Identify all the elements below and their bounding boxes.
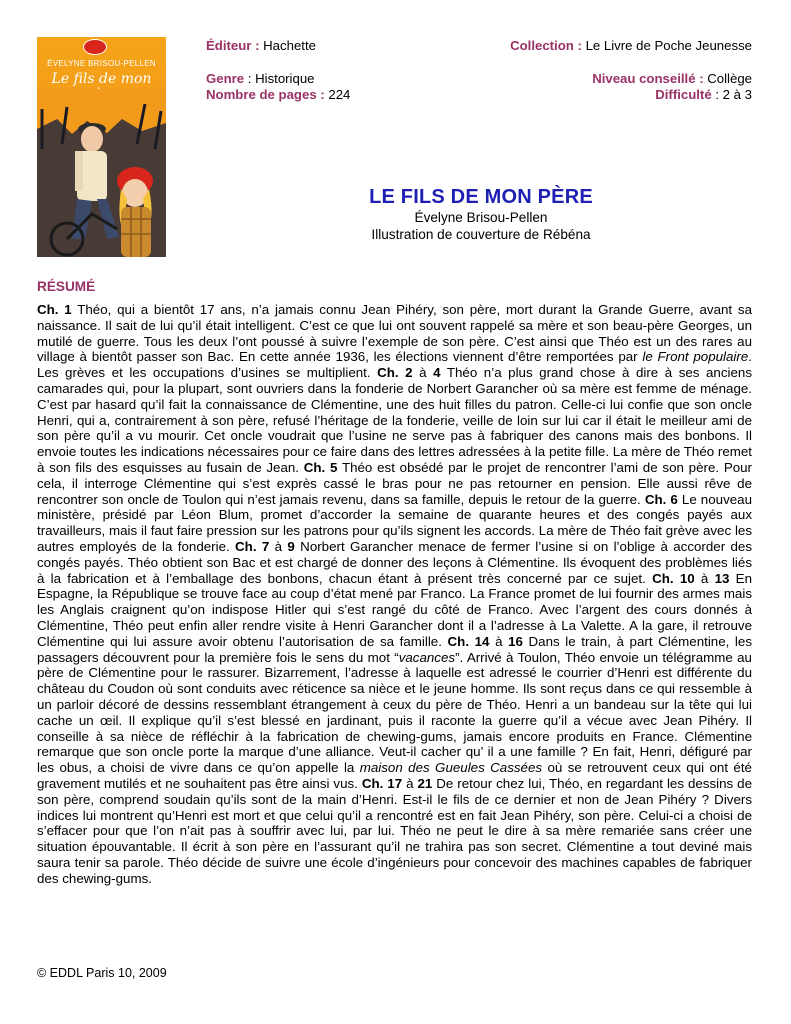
copyright-footer: © EDDL Paris 10, 2009 bbox=[37, 966, 167, 980]
niveau-value: Collège bbox=[707, 71, 752, 86]
section-title-resume: RÉSUMÉ bbox=[37, 279, 96, 294]
meta-collection bbox=[510, 38, 752, 54]
genre-label: Genre bbox=[206, 71, 245, 86]
resume-text: où se retrouvent ceux qui ont été gravement mutilés et ne souhaitent pas être ainsi vus. bbox=[37, 760, 752, 791]
resume-paragraph bbox=[37, 302, 752, 886]
cover-title: Le fils de mon bbox=[51, 71, 152, 87]
chapter-label: 4 bbox=[433, 365, 441, 381]
genre-value: Historique bbox=[255, 71, 315, 86]
meta-niveau bbox=[592, 71, 752, 87]
chapter-label: Ch. 14 bbox=[447, 633, 490, 649]
resume-text: à bbox=[402, 775, 418, 791]
book-author: Évelyne Brisou-Pellen bbox=[414, 210, 548, 225]
resume-text: à bbox=[412, 365, 434, 381]
difficulte-value: 2 à 3 bbox=[722, 87, 752, 102]
resume-text: Norbert Garancher menace de fermer l’usine si on l’oblige à accorder des congés payés. Théo obtient son Bac et est chargé de donner des leçons à Clémentine. Ils évoquent des problèmes liés à la fabrication et à l’emballage des bonbons, chacun étant à présent très concerné par ce sujet. bbox=[37, 538, 753, 586]
cover-author: ÉVELYNE BRISOU-PELLEN bbox=[47, 59, 156, 68]
publisher-logo-icon bbox=[83, 39, 107, 55]
resume-text: Théo n’a plus grand chose à dire à ses anciens camarades qui, pour la plupart, sont ouvriers dans la fonderie de Norbert Garancher où sa mère est femme de ménage. C’est par hasard qu’il fait la connaissance de Clémentine, une des huit filles du patron. Celle-ci lui confie que son oncle Henri, qui a, contrairement à son père, refusé l’héritage de la fonderie, veille de loin sur lui car il était le meilleur ami de son père qu’il a vu mourir. Cet oncle voudrait que l’usine ne serve pas à fabriquer des canons mais des bonbons. Il envoie toutes les indications nécessaires pour ce faire dans des lettres adressées à la petite fille. La mère de Théo remet à son fils des esquisses au fusain de Jean. bbox=[37, 365, 753, 475]
editeur-label: Éditeur : bbox=[206, 38, 260, 53]
resume-text: à bbox=[269, 538, 288, 554]
meta-genre: Genre : Historique bbox=[206, 71, 315, 86]
book-title: LE FILS DE MON PÈRE bbox=[369, 186, 593, 208]
resume-text: . Les grèves et les occupations d’usines se multiplient. bbox=[37, 349, 752, 381]
editeur-value: Hachette bbox=[263, 38, 316, 53]
pages-value: 224 bbox=[328, 87, 351, 102]
collection-label: Collection : bbox=[510, 38, 582, 53]
meta-editeur bbox=[206, 38, 316, 54]
chapter-label: Ch. 2 bbox=[377, 365, 413, 381]
chapter-label: Ch. 17 bbox=[361, 775, 403, 791]
chapter-label: Ch. 6 bbox=[644, 491, 678, 507]
meta-pages bbox=[206, 87, 350, 103]
resume-text: Théo, qui a bientôt 17 ans, n’a jamais connu Jean Pihéry, son père, mort durant la Grande Guerre, avant sa naissance. Il sait de lui qu’il était intelligent. C’est ce que lui ont souvent rappelé sa mère et son beau-père Georges, un mutilé de guerre. Tous les deux l’ont poussé à suivre l’exemple de son père. C’est ainsi que Théo est un des rares au village à bientôt passer son Bac. En cette année 1936, les élections viennent d’être remportées par bbox=[37, 302, 752, 365]
resume-italic: le Front populaire bbox=[642, 349, 749, 365]
resume-text: De retour chez lui, Théo, en regardant les dessins de son père, comprend soudain qu’ils sont de la main d’Henri. Est-il le fils de ce dernier et non de Jean Pihéry ? Divers indices lui montrent qu’Henri est mort et que celui qu’il a rencontré est en fait Jean Pihéry, son père. Celui-ci a choisi de s’effacer pour que l’on n’ait pas à souffrir avec lui, par lui. Théo ne peut le dire à sa mère remariée sans créer une situation épouvantable. Il écrit à son père en l’assurant qu’il ne trahira pas son secret. Clémentine a tout deviné mais saura tenir sa parole. Théo décide de suivre une école d’ingénieurs pour concevoir des machines capables de fabriquer des chewing-gums. bbox=[37, 775, 752, 886]
chapter-label: Ch. 5 bbox=[303, 459, 338, 475]
chapter-label: 9 bbox=[287, 538, 295, 554]
pages-label: Nombre de pages : bbox=[206, 87, 325, 102]
meta-difficulte: Difficulté : 2 à 3 bbox=[655, 87, 752, 102]
resume-text: Le nouveau ministère, présidé par Léon Blum, promet d’accorder la semaine de quarante heures et des congés payés aux travailleurs, mais il faut faire pression sur les patrons pour qu’ils signent les accords. La mère de Théo fait grève avec les autres employés de la fonderie. bbox=[37, 491, 753, 554]
chapter-label: Ch. 7 bbox=[235, 538, 270, 554]
difficulte-label: Difficulté bbox=[655, 87, 712, 102]
resume-text: ”. Arrivé à Toulon, Théo envoie un télégramme au père de Clémentine pour le rassurer. Bizarrement, l’adresse à laquelle est adressé le courrier d’Henri est différente du château du Coudon où sont conduits avec réticence sa nièce et le jeune homme. Ils sont reçus dans ce qui ressemble à un parloir décoré de dessins ressemblant étrangement à ceux du père de Théo. Henri a un bandeau sur la tête qui lui cache un œil. Il explique qu’il s’est blessé en jardinant, puis il raconte la guerre qu’il a vécue avec Jean Pihéry. Il conseille à sa nièce de réfléchir à la fabrication de chewing-gums, jamais encore produits en France. Clémentine remarque que son oncle porte la marque d’une alliance. Veut-il cacher qu’ il a une famille ? En fait, Henri, défiguré par les obus, a choisi de vivre dans ce qu’on appelle la bbox=[37, 649, 752, 776]
resume-text: à bbox=[489, 633, 509, 649]
resume-text: En Espagne, la République se trouve face au coup d’état mené par Franco. La France promet de lui fournir des armes mais les Anglais craignent qu’on indispose Hitler qui s’est rangé du côté de Franco. Avec l’argent des cours donnés à Clémentine, Théo peut enfin aller rendre visite à Henri Garancher dont il a l’adresse à La Valette. A la gare, il retrouve Clémentine qui lui assure avoir obtenu l’autorisation de sa famille. bbox=[37, 570, 753, 649]
resume-text: Dans le train, à part Clémentine, les passagers découvrent pour la première fois le sens du mot “ bbox=[37, 633, 752, 665]
chapter-label: Ch. 10 bbox=[652, 570, 695, 586]
chapter-label: 16 bbox=[508, 633, 523, 649]
resume-italic: vacances bbox=[398, 649, 456, 665]
resume-text: Théo est obsédé par le projet de rencontrer l’ami de son père. Pour cela, il interroge Clémentine qui s’est exprès cassé le bras pour ne pas retourner en pension. Elle aussi rêve de rencontrer son oncle de Toulon qui n’est jamais revenu, dans sa famille, depuis le retour de la guerre. bbox=[37, 459, 753, 507]
resume-italic: maison des Gueules Cassées bbox=[359, 760, 543, 776]
book-cover-image bbox=[37, 37, 166, 257]
chapter-label: 21 bbox=[417, 775, 433, 791]
chapter-label: Ch. 1 bbox=[37, 302, 72, 317]
niveau-label: Niveau conseillé : bbox=[592, 71, 704, 86]
chapter-label: 13 bbox=[714, 570, 730, 586]
cover-illustration-icon bbox=[37, 89, 166, 257]
book-illustrator: Illustration de couverture de Rébéna bbox=[371, 227, 591, 242]
collection-value: Le Livre de Poche Jeunesse bbox=[585, 38, 752, 53]
resume-text: à bbox=[694, 570, 715, 586]
